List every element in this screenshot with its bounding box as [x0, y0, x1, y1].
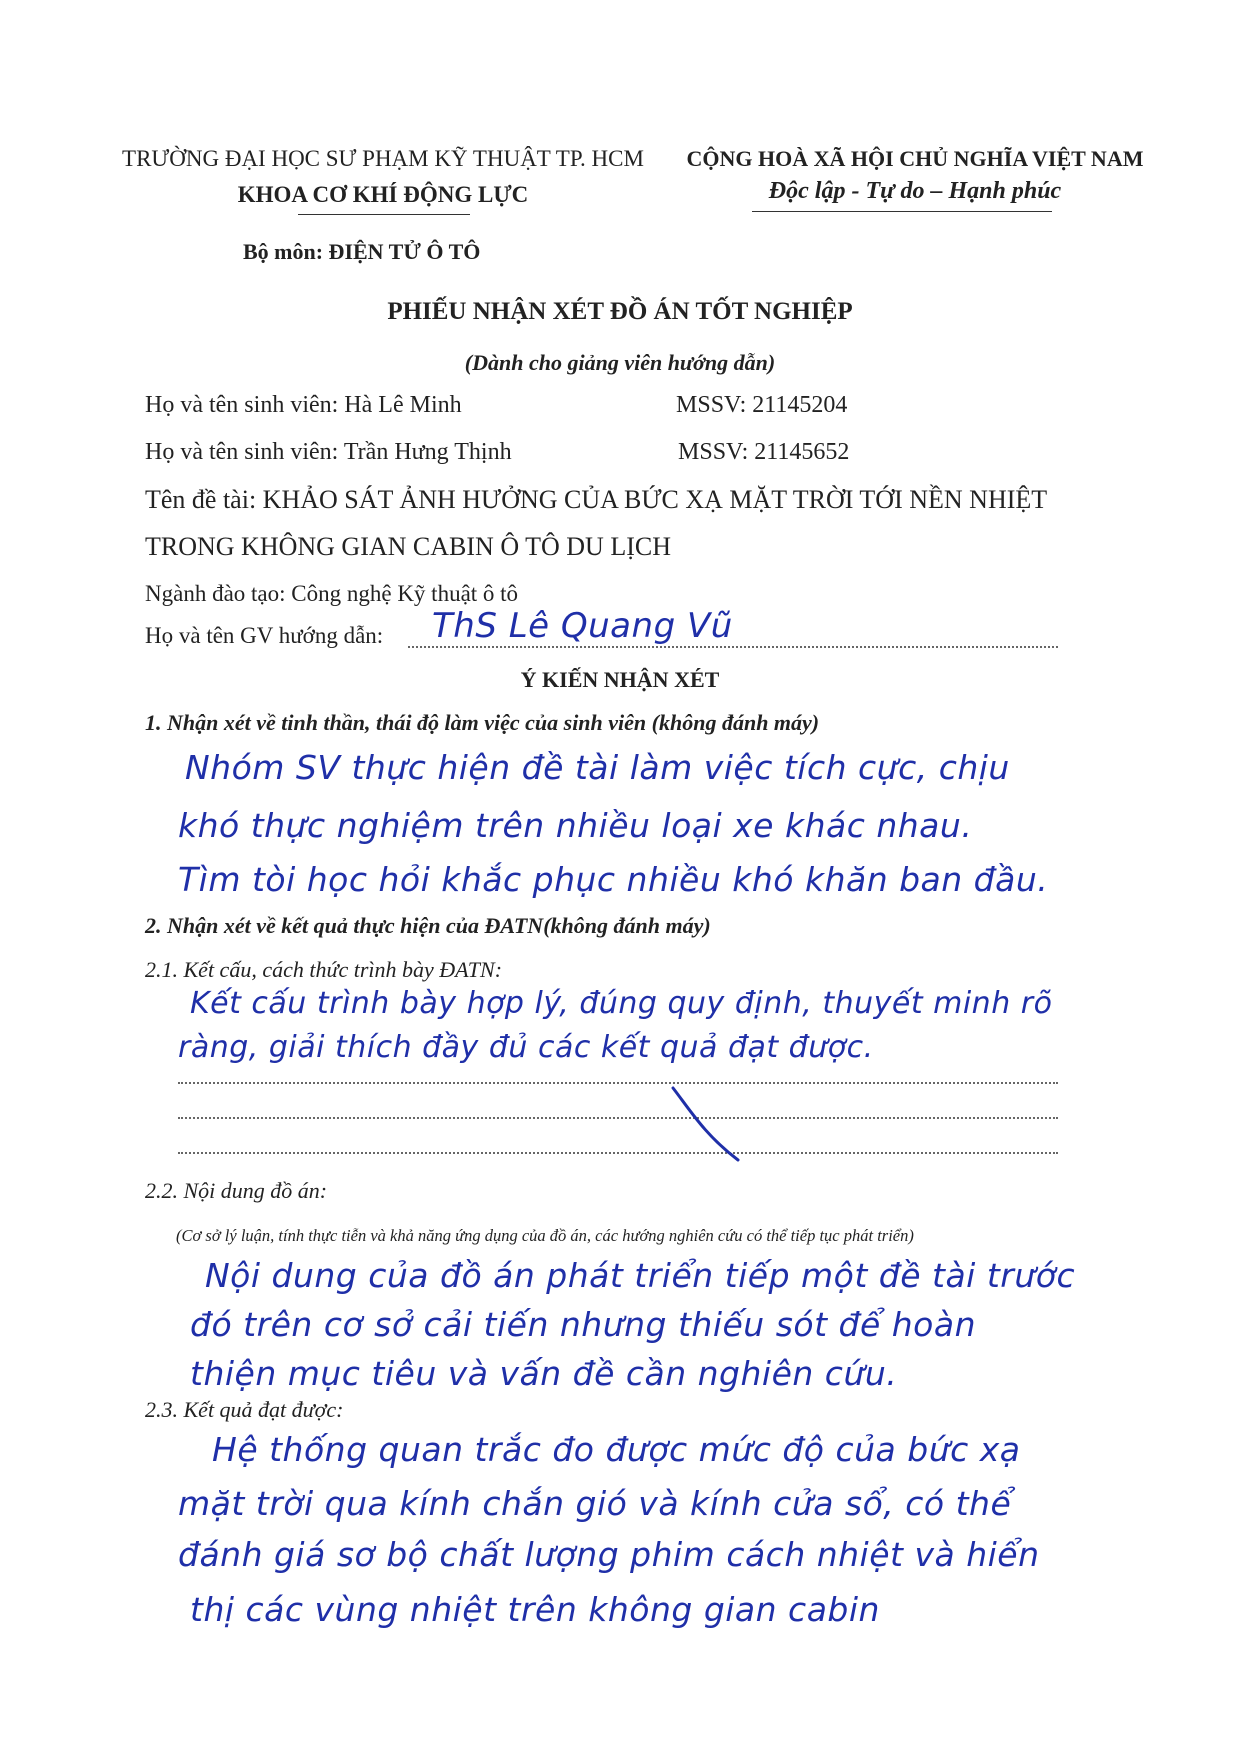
student-2-name: Họ và tên sinh viên: Trần Hưng Thịnh [145, 439, 512, 465]
section-2-2-heading: 2.2. Nội dung đồ án: [145, 1178, 328, 1203]
advisor-name-handwritten: ThS Lê Quang Vũ [432, 606, 733, 646]
section-2-2-line-3: thiện mục tiêu và vấn đề cần nghiên cứu. [190, 1354, 898, 1393]
section-2-3-line-4: thị các vùng nhiệt trên không gian cabin [190, 1590, 880, 1629]
faculty-underline [298, 214, 470, 215]
form-subtitle: (Dành cho giảng viên hướng dẫn) [464, 350, 776, 375]
section-2-3-line-3: đánh giá sơ bộ chất lượng phim cách nhiệt và hiển [178, 1535, 1040, 1574]
section-2-1-line-2: ràng, giải thích đầy đủ các kết quả đạt được. [178, 1030, 874, 1065]
section-2-heading: 2. Nhận xét về kết quả thực hiện của ĐATN(không đánh máy) [145, 913, 711, 938]
student-1-name: Họ và tên sinh viên: Hà Lê Minh [145, 392, 462, 418]
school-name: TRƯỜNG ĐẠI HỌC SƯ PHẠM KỸ THUẬT TP. HCM [122, 146, 644, 171]
section-2-1-dotted-line-3 [178, 1152, 1058, 1154]
form-title: PHIẾU NHẬN XÉT ĐỒ ÁN TỐT NGHIỆP [387, 298, 853, 325]
republic-name: CỘNG HOÀ XÃ HỘI CHỦ NGHĨA VIỆT NAM [686, 146, 1144, 171]
department-name: Bộ môn: ĐIỆN TỬ Ô TÔ [243, 239, 481, 264]
section-2-3-line-2: mặt trời qua kính chắn gió và kính cửa sổ, có thể [178, 1484, 1012, 1523]
major: Ngành đào tạo: Công nghệ Kỹ thuật ô tô [145, 581, 519, 606]
section-2-2-line-2: đó trên cơ sở cải tiến nhưng thiếu sót để hoàn [190, 1305, 976, 1344]
section-1-line-2: khó thực nghiệm trên nhiều loại xe khác nhau. [178, 806, 973, 845]
topic-line-1: Tên đề tài: KHẢO SÁT ẢNH HƯỞNG CỦA BỨC XẠ MẶT TRỜI TỚI NỀN NHIỆT [145, 485, 1048, 514]
section-2-1-line-1: Kết cấu trình bày hợp lý, đúng quy định, thuyết minh rõ [190, 986, 1053, 1021]
section-2-2-line-1: Nội dung của đồ án phát triển tiếp một đề tài trước [205, 1256, 1076, 1295]
section-2-1-dotted-line-2 [178, 1117, 1058, 1119]
topic-line-2: TRONG KHÔNG GIAN CABIN Ô TÔ DU LỊCH [145, 532, 671, 561]
section-1-heading: 1. Nhận xét về tinh thần, thái độ làm việc của sinh viên (không đánh máy) [145, 710, 820, 735]
comments-heading: Ý KIẾN NHẬN XÉT [520, 667, 720, 692]
section-2-3-heading: 2.3. Kết quả đạt được: [145, 1397, 344, 1422]
section-2-2-note: (Cơ sở lý luận, tính thực tiễn và khả năng ứng dụng của đồ án, các hướng nghiên cứu có thể tiếp tục phát triển) [176, 1226, 914, 1245]
faculty-name: KHOA CƠ KHÍ ĐỘNG LỰC [237, 182, 529, 207]
advisor-label: Họ và tên GV hướng dẫn: [145, 623, 384, 648]
national-motto: Độc lập - Tự do – Hạnh phúc [768, 178, 1062, 204]
section-1-line-3: Tìm tòi học hỏi khắc phục nhiều khó khăn ban đầu. [178, 860, 1049, 899]
motto-underline [752, 211, 1052, 212]
advisor-dotted-line [408, 646, 1058, 648]
section-1-line-1: Nhóm SV thực hiện đề tài làm việc tích cực, chịu [185, 748, 1010, 787]
section-2-3-line-1: Hệ thống quan trắc đo được mức độ của bức xạ [212, 1430, 1021, 1469]
section-2-1-heading: 2.1. Kết cấu, cách thức trình bày ĐATN: [145, 957, 503, 982]
student-2-mssv: MSSV: 21145652 [678, 439, 850, 465]
student-1-mssv: MSSV: 21145204 [676, 392, 848, 418]
section-2-1-dotted-line-1 [178, 1082, 1058, 1084]
